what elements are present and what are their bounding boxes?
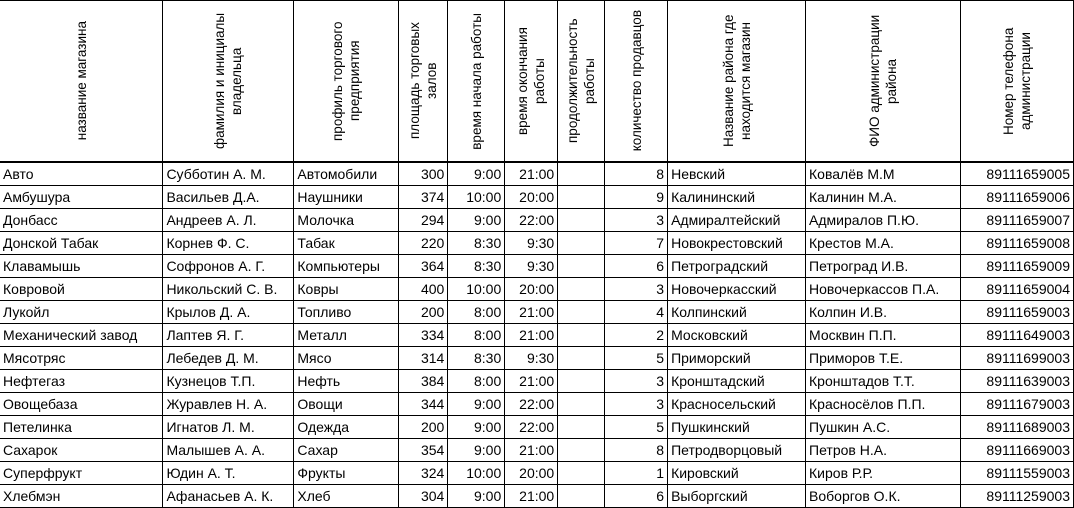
table-cell[interactable]: 2 <box>605 324 668 347</box>
table-row <box>0 186 1074 209</box>
table-cell[interactable]: 8:30 <box>448 347 505 370</box>
table-cell[interactable]: Адмиралов П.Ю. <box>806 209 961 232</box>
table-cell[interactable]: Московский <box>668 324 806 347</box>
table-cell[interactable]: 220 <box>399 232 448 255</box>
table-cell[interactable]: 9:00 <box>448 393 505 416</box>
table-cell[interactable]: 400 <box>399 278 448 301</box>
table-cell[interactable]: 89111669003 <box>960 439 1073 462</box>
table-row <box>0 347 1074 370</box>
table-cell[interactable]: 3 <box>605 393 668 416</box>
table-cell[interactable]: 21:00 <box>505 485 558 508</box>
table-cell[interactable]: Лаптев Я. Г. <box>163 324 294 347</box>
table-cell[interactable]: Колпин И.В. <box>806 301 961 324</box>
table-cell[interactable]: 22:00 <box>505 209 558 232</box>
table-cell[interactable]: 10:00 <box>448 186 505 209</box>
table-cell[interactable]: Воборгов О.К. <box>806 485 961 508</box>
table-row <box>0 255 1074 278</box>
table-cell[interactable]: 3 <box>605 209 668 232</box>
table-cell[interactable]: Ковалёв М.М <box>806 162 961 186</box>
table-row <box>0 162 1074 186</box>
table-row <box>0 439 1074 462</box>
table-cell[interactable] <box>558 162 605 186</box>
table-cell[interactable]: Механический завод <box>0 324 163 347</box>
table-cell[interactable]: Ковры <box>294 278 399 301</box>
table-cell[interactable]: Автомобили <box>294 162 399 186</box>
table-cell[interactable] <box>558 416 605 439</box>
table-cell[interactable]: Нефть <box>294 370 399 393</box>
table-cell[interactable] <box>558 370 605 393</box>
table-row <box>0 324 1074 347</box>
table-cell[interactable]: 9 <box>605 186 668 209</box>
table-cell[interactable] <box>558 324 605 347</box>
table-cell[interactable]: Донбасс <box>0 209 163 232</box>
table-cell[interactable]: Овощебаза <box>0 393 163 416</box>
table-cell[interactable]: Малышев А. А. <box>163 439 294 462</box>
column-header-label: профиль торгового предприятия <box>330 21 363 141</box>
column-header-label: площадь торговых залов <box>407 22 440 140</box>
column-header[interactable] <box>505 1 558 163</box>
table-cell[interactable]: 334 <box>399 324 448 347</box>
table-cell[interactable]: 21:00 <box>505 439 558 462</box>
table-cell[interactable]: 89111679003 <box>960 393 1073 416</box>
table-cell[interactable]: Мясотряс <box>0 347 163 370</box>
table-cell[interactable]: 8 <box>605 439 668 462</box>
table-cell[interactable]: 9:30 <box>505 255 558 278</box>
table-row <box>0 209 1074 232</box>
column-header[interactable] <box>399 1 448 163</box>
table-cell[interactable]: Приморский <box>668 347 806 370</box>
column-header[interactable] <box>960 1 1073 163</box>
table-cell[interactable]: 21:00 <box>505 301 558 324</box>
column-header-label: количество продавцов <box>628 10 644 152</box>
table-cell[interactable]: 344 <box>399 393 448 416</box>
table-cell[interactable]: Петелинка <box>0 416 163 439</box>
table-cell[interactable]: Сахарок <box>0 439 163 462</box>
table-row <box>0 485 1074 508</box>
table-cell[interactable]: 314 <box>399 347 448 370</box>
table-cell[interactable]: Приморов Т.Е. <box>806 347 961 370</box>
table-cell[interactable]: Петроградский <box>668 255 806 278</box>
table-cell[interactable]: Корнев Ф. С. <box>163 232 294 255</box>
table-cell[interactable]: Компьютеры <box>294 255 399 278</box>
table-cell[interactable]: 6 <box>605 485 668 508</box>
table-cell[interactable]: 22:00 <box>505 393 558 416</box>
table-cell[interactable]: 89111689003 <box>960 416 1073 439</box>
table-cell[interactable]: Авто <box>0 162 163 186</box>
table-cell[interactable]: 21:00 <box>505 370 558 393</box>
table-cell[interactable]: 89111699003 <box>960 347 1073 370</box>
table-cell[interactable]: Одежда <box>294 416 399 439</box>
table-cell[interactable]: 89111259003 <box>960 485 1073 508</box>
column-header[interactable] <box>668 1 806 163</box>
table-cell[interactable]: 20:00 <box>505 278 558 301</box>
table-cell[interactable]: Овощи <box>294 393 399 416</box>
column-header[interactable] <box>806 1 961 163</box>
table-cell[interactable]: 8:30 <box>448 255 505 278</box>
column-header-label: Номер телефона администрации <box>1000 27 1033 135</box>
table-row <box>0 462 1074 485</box>
table-cell[interactable]: 89111659006 <box>960 186 1073 209</box>
table-cell[interactable]: Москвин П.П. <box>806 324 961 347</box>
table-cell[interactable]: Пушкин А.С. <box>806 416 961 439</box>
table-cell[interactable]: 10:00 <box>448 278 505 301</box>
table-cell[interactable]: 7 <box>605 232 668 255</box>
table-cell[interactable]: Журавлев Н. А. <box>163 393 294 416</box>
table-cell[interactable]: 324 <box>399 462 448 485</box>
table-cell[interactable]: Калининский <box>668 186 806 209</box>
table-cell[interactable]: Сахар <box>294 439 399 462</box>
table-cell[interactable]: Красносельский <box>668 393 806 416</box>
table-cell[interactable]: Кронштадов Т.Т. <box>806 370 961 393</box>
table-cell[interactable]: Ковровой <box>0 278 163 301</box>
table-row <box>0 370 1074 393</box>
table-cell[interactable]: Кронштадский <box>668 370 806 393</box>
table-cell[interactable]: 294 <box>399 209 448 232</box>
table-cell[interactable]: Кузнецов Т.П. <box>163 370 294 393</box>
table-cell[interactable]: 10:00 <box>448 462 505 485</box>
table-body <box>0 162 1074 508</box>
table-cell[interactable]: 89111659007 <box>960 209 1073 232</box>
table-cell[interactable]: Молочка <box>294 209 399 232</box>
table-cell[interactable]: 6 <box>605 255 668 278</box>
table-cell[interactable]: Новочеркасский <box>668 278 806 301</box>
table-cell[interactable]: 8:00 <box>448 324 505 347</box>
column-header-label: название магазина <box>73 21 89 141</box>
table-cell[interactable]: Никольский С. В. <box>163 278 294 301</box>
table-cell[interactable]: Нефтегаз <box>0 370 163 393</box>
table-cell[interactable]: 8:00 <box>448 301 505 324</box>
table-cell[interactable]: 3 <box>605 278 668 301</box>
table-cell[interactable]: Хлебмэн <box>0 485 163 508</box>
table-cell[interactable]: Афанасьев А. К. <box>163 485 294 508</box>
table-cell[interactable]: Наушники <box>294 186 399 209</box>
column-header[interactable] <box>294 1 399 163</box>
table-cell[interactable]: Табак <box>294 232 399 255</box>
table-cell[interactable]: 200 <box>399 416 448 439</box>
table-cell[interactable]: 374 <box>399 186 448 209</box>
table-cell[interactable]: 8 <box>605 162 668 186</box>
table-cell[interactable]: Калинин М.А. <box>806 186 961 209</box>
table-cell[interactable]: 5 <box>605 416 668 439</box>
table-cell[interactable]: 89111639003 <box>960 370 1073 393</box>
table-cell[interactable]: 354 <box>399 439 448 462</box>
table-cell[interactable]: 89111659008 <box>960 232 1073 255</box>
table-cell[interactable]: Невский <box>668 162 806 186</box>
table-cell[interactable]: Клавамышь <box>0 255 163 278</box>
table-cell[interactable] <box>558 209 605 232</box>
table-cell[interactable] <box>558 439 605 462</box>
table-cell[interactable]: 300 <box>399 162 448 186</box>
column-header-label: Название района где находится магазин <box>720 14 753 148</box>
table-cell[interactable]: Петродворцовый <box>668 439 806 462</box>
table-cell[interactable]: 200 <box>399 301 448 324</box>
table-row <box>0 301 1074 324</box>
table-cell[interactable]: Петроград И.В. <box>806 255 961 278</box>
column-header-label: продолжительность работы <box>565 18 598 144</box>
table-cell[interactable] <box>558 232 605 255</box>
table-cell[interactable]: Крестов М.А. <box>806 232 961 255</box>
table-cell[interactable]: Выборгский <box>668 485 806 508</box>
table-cell[interactable] <box>558 278 605 301</box>
table-cell[interactable]: Крылов Д. А. <box>163 301 294 324</box>
table-cell[interactable]: Фрукты <box>294 462 399 485</box>
table-cell[interactable]: 9:30 <box>505 232 558 255</box>
table-cell[interactable]: 89111559003 <box>960 462 1073 485</box>
column-header[interactable] <box>448 1 505 163</box>
column-header[interactable] <box>558 1 605 163</box>
table-cell[interactable]: Суперфрукт <box>0 462 163 485</box>
table-cell[interactable]: 8:00 <box>448 370 505 393</box>
table-cell[interactable]: Адмиралтейский <box>668 209 806 232</box>
header-row <box>0 1 1074 163</box>
table-cell[interactable]: Красносёлов П.П. <box>806 393 961 416</box>
table-cell[interactable]: Лебедев Д. М. <box>163 347 294 370</box>
table-cell[interactable]: 20:00 <box>505 462 558 485</box>
table-cell[interactable] <box>558 462 605 485</box>
table-cell[interactable]: Юдин А. Т. <box>163 462 294 485</box>
table-cell[interactable]: 20:00 <box>505 186 558 209</box>
table-cell[interactable]: 8:30 <box>448 232 505 255</box>
table-cell[interactable] <box>558 485 605 508</box>
table-cell[interactable]: Колпинский <box>668 301 806 324</box>
table-cell[interactable]: 89111649003 <box>960 324 1073 347</box>
table-cell[interactable]: Киров Р.Р. <box>806 462 961 485</box>
table-cell[interactable]: 89111659004 <box>960 278 1073 301</box>
column-header-label: ФИО администрации района <box>867 14 899 148</box>
table-cell[interactable] <box>558 255 605 278</box>
table-cell[interactable]: 89111659003 <box>960 301 1073 324</box>
table-cell[interactable]: 3 <box>605 370 668 393</box>
table-cell[interactable]: 9:00 <box>448 439 505 462</box>
table-row <box>0 416 1074 439</box>
table-cell[interactable]: Кировский <box>668 462 806 485</box>
table-cell[interactable]: 22:00 <box>505 416 558 439</box>
column-header-label: время окончания работы <box>515 27 548 135</box>
table-cell[interactable]: Андреев А. Л. <box>163 209 294 232</box>
table-cell[interactable]: 9:00 <box>448 485 505 508</box>
column-header-label: время начала работы <box>468 12 484 150</box>
table-cell[interactable]: Игнатов Л. М. <box>163 416 294 439</box>
table-cell[interactable] <box>558 301 605 324</box>
table-cell[interactable]: Васильев Д.А. <box>163 186 294 209</box>
table-cell[interactable]: Хлеб <box>294 485 399 508</box>
table-cell[interactable]: Амбушура <box>0 186 163 209</box>
table-cell[interactable]: 9:00 <box>448 162 505 186</box>
table-cell[interactable]: Субботин А. М. <box>163 162 294 186</box>
table-cell[interactable]: 4 <box>605 301 668 324</box>
table-cell[interactable]: Мясо <box>294 347 399 370</box>
table-row <box>0 278 1074 301</box>
table-row <box>0 232 1074 255</box>
table-cell[interactable]: 9:00 <box>448 209 505 232</box>
table-cell[interactable]: 1 <box>605 462 668 485</box>
table-cell[interactable]: Петров Н.А. <box>806 439 961 462</box>
table-cell[interactable]: Софронов А. Г. <box>163 255 294 278</box>
column-header[interactable] <box>0 1 163 163</box>
table-cell[interactable]: 9:00 <box>448 416 505 439</box>
table-cell[interactable]: 304 <box>399 485 448 508</box>
table-cell[interactable]: 21:00 <box>505 162 558 186</box>
table-cell[interactable] <box>558 393 605 416</box>
table-cell[interactable]: 384 <box>399 370 448 393</box>
table-cell[interactable]: 5 <box>605 347 668 370</box>
table-cell[interactable]: 89111659009 <box>960 255 1073 278</box>
table-cell[interactable] <box>558 186 605 209</box>
table-cell[interactable] <box>558 347 605 370</box>
table-cell[interactable]: 364 <box>399 255 448 278</box>
table-cell[interactable]: Донской Табак <box>0 232 163 255</box>
table-cell[interactable]: Топливо <box>294 301 399 324</box>
table-cell[interactable]: Лукойл <box>0 301 163 324</box>
table-cell[interactable]: 9:30 <box>505 347 558 370</box>
table-cell[interactable]: Металл <box>294 324 399 347</box>
column-header-label: фамилия и инициалы владельца <box>212 12 245 150</box>
column-header[interactable] <box>605 1 668 163</box>
table-row <box>0 393 1074 416</box>
table-cell[interactable]: Новочеркассов П.А. <box>806 278 961 301</box>
table-cell[interactable]: 89111659005 <box>960 162 1073 186</box>
table-cell[interactable]: Новокрестовский <box>668 232 806 255</box>
column-header[interactable] <box>163 1 294 163</box>
table-header <box>0 1 1074 163</box>
table-cell[interactable]: Пушкинский <box>668 416 806 439</box>
table-cell[interactable]: 21:00 <box>505 324 558 347</box>
